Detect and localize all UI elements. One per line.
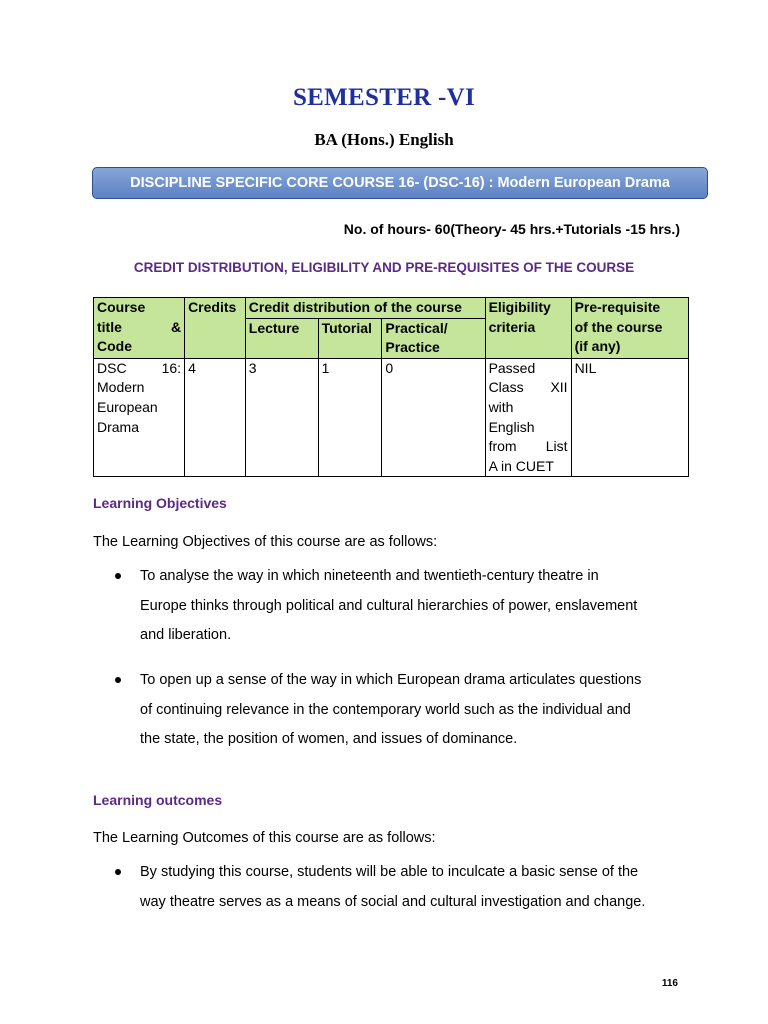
cell-practical: 0 — [382, 358, 485, 477]
list-item-line: To analyse the way in which nineteenth and twentieth-century theatre in — [140, 568, 599, 584]
header-text: Eligibility — [488, 299, 551, 315]
learning-objectives-list-continued — [93, 666, 683, 755]
list-item — [93, 858, 683, 917]
credit-section-heading: CREDIT DISTRIBUTION, ELIGIBILITY AND PRE-REQUISITES OF THE COURSE — [133, 260, 635, 275]
list-item-line: the state, the position of women, and issues of dominance. — [140, 731, 518, 747]
list-item — [93, 562, 683, 651]
list-item-line: Europe thinks through political and cultural hierarchies of power, enslavement — [140, 597, 638, 614]
header-eligibility — [485, 298, 571, 359]
list-item-line: and liberation. — [140, 627, 232, 643]
header-text: criteria — [488, 318, 536, 335]
learning-outcomes-intro: The Learning Outcomes of this course are as follows: — [93, 830, 436, 846]
cell-line — [97, 359, 181, 379]
course-banner-text: DISCIPLINE SPECIFIC CORE COURSE 16- (DSC-16) : Modern European Drama — [130, 175, 670, 191]
cell-text: European — [97, 398, 158, 415]
cell-eligibility — [485, 358, 571, 477]
list-item-line: By studying this course, students will be able to inculcate a basic sense of the — [140, 864, 639, 880]
header-text: & — [170, 318, 182, 335]
cell-text: DSC — [97, 359, 127, 376]
cell-text: A in CUET — [488, 457, 554, 474]
cell-tutorial: 1 — [318, 358, 382, 477]
header-text: title — [97, 318, 122, 335]
cell-line — [489, 378, 568, 398]
header-course-title — [94, 298, 185, 359]
header-text: Pre-requisite — [574, 299, 661, 315]
cell-line — [489, 437, 568, 457]
cell-text: List — [545, 438, 568, 455]
hours-line: No. of hours- 60(Theory- 45 hrs.+Tutorials -15 hrs.) — [343, 221, 680, 237]
cell-text: with — [488, 398, 514, 415]
header-practical — [382, 318, 485, 358]
table-row — [94, 358, 689, 477]
learning-outcomes-list — [93, 858, 683, 917]
header-prerequisite — [571, 298, 688, 359]
list-item-line: To open up a sense of the way in which European drama articulates questions — [140, 672, 642, 688]
header-text: (if any) — [574, 338, 621, 355]
bullet-icon — [115, 573, 121, 579]
program-subtitle: BA (Hons.) English — [314, 130, 454, 149]
header-line — [97, 318, 181, 338]
credit-distribution-table — [93, 297, 689, 477]
learning-objectives-list — [93, 562, 683, 651]
cell-prerequisite: NIL — [571, 358, 688, 477]
table-header-row — [94, 298, 689, 319]
list-item-line: way theatre serves as a means of social and cultural investigation and change. — [140, 893, 646, 910]
cell-credits: 4 — [185, 358, 246, 477]
cell-text: XII — [550, 379, 568, 396]
cell-text: Class — [488, 379, 524, 396]
list-item — [93, 666, 683, 755]
header-text: Practice — [385, 339, 440, 356]
header-text: of the course — [574, 318, 663, 335]
cell-course — [94, 358, 185, 477]
header-text: Course — [97, 299, 146, 315]
bullet-icon — [115, 677, 121, 683]
cell-text: Passed — [488, 359, 536, 376]
learning-objectives-intro: The Learning Objectives of this course are as follows: — [93, 534, 438, 550]
cell-lecture: 3 — [245, 358, 318, 477]
learning-objectives-heading: Learning Objectives — [93, 495, 227, 511]
page-title: SEMESTER -VI — [292, 84, 476, 111]
header-credit-distribution: Credit distribution of the course — [245, 298, 485, 319]
header-lecture: Lecture — [245, 318, 318, 358]
header-text: Code — [97, 338, 132, 355]
cell-text: English — [488, 418, 535, 435]
cell-text: Drama — [97, 418, 140, 435]
page-number: 116 — [661, 978, 678, 989]
cell-text: Modern — [97, 379, 145, 396]
header-tutorial: Tutorial — [318, 318, 382, 358]
bullet-icon — [115, 869, 121, 875]
course-banner — [92, 167, 708, 199]
header-text: Practical/ — [385, 319, 448, 336]
learning-outcomes-heading: Learning outcomes — [93, 792, 223, 808]
cell-text: 16: — [161, 359, 182, 376]
header-credits: Credits — [185, 298, 246, 359]
list-item-line: of continuing relevance in the contemporary world such as the individual and — [140, 701, 631, 718]
cell-text: from — [488, 438, 517, 455]
